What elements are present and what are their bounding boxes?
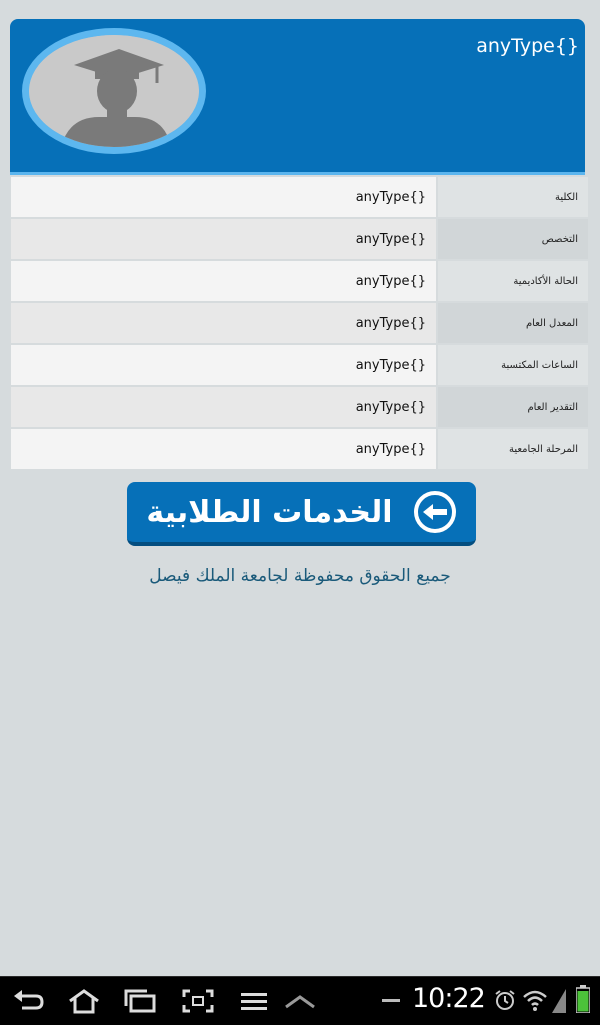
back-icon[interactable] xyxy=(10,987,46,1015)
copyright-text: جميع الحقوق محفوظة لجامعة الملك فيصل xyxy=(149,566,451,586)
up-chevron-icon[interactable] xyxy=(282,987,318,1015)
graduate-avatar-icon xyxy=(29,35,199,147)
info-row-college xyxy=(11,177,588,219)
system-navigation-bar xyxy=(0,976,600,1025)
student-services-label: الخدمات الطلابية xyxy=(146,494,393,530)
info-row-gpa xyxy=(11,303,588,345)
field-label: الحالة الأكاديمية xyxy=(438,261,588,301)
field-value: anyType{} xyxy=(11,261,438,301)
field-label: المرحلة الجامعية xyxy=(438,429,588,469)
field-label: الكلية xyxy=(438,177,588,217)
field-label: التخصص xyxy=(438,219,588,259)
info-row-university-level xyxy=(11,429,588,471)
minus-icon xyxy=(382,999,400,1003)
student-name: anyType{} xyxy=(476,35,579,57)
signal-icon xyxy=(552,989,566,1013)
field-value: anyType{} xyxy=(11,177,438,217)
battery-icon xyxy=(576,985,590,1013)
screenshot-icon[interactable] xyxy=(180,987,216,1015)
field-label: التقدير العام xyxy=(438,387,588,427)
student-services-button[interactable] xyxy=(127,482,476,546)
field-value: anyType{} xyxy=(11,219,438,259)
field-value: anyType{} xyxy=(11,345,438,385)
home-icon[interactable] xyxy=(66,987,102,1015)
field-value: anyType{} xyxy=(11,429,438,469)
clock: 10:22 xyxy=(412,983,485,1014)
info-row-major xyxy=(11,219,588,261)
profile-header xyxy=(10,19,585,175)
alarm-icon xyxy=(494,989,516,1011)
field-value: anyType{} xyxy=(11,387,438,427)
field-value: anyType{} xyxy=(11,303,438,343)
avatar xyxy=(22,28,206,154)
info-row-overall-grade xyxy=(11,387,588,429)
info-row-academic-status xyxy=(11,261,588,303)
menu-icon[interactable] xyxy=(236,987,272,1015)
info-row-earned-hours xyxy=(11,345,588,387)
recent-apps-icon[interactable] xyxy=(122,987,158,1015)
field-label: الساعات المكتسبة xyxy=(438,345,588,385)
field-label: المعدل العام xyxy=(438,303,588,343)
student-info-table xyxy=(11,177,588,471)
wifi-icon xyxy=(522,988,548,1012)
circle-left-arrow-icon xyxy=(413,490,457,534)
